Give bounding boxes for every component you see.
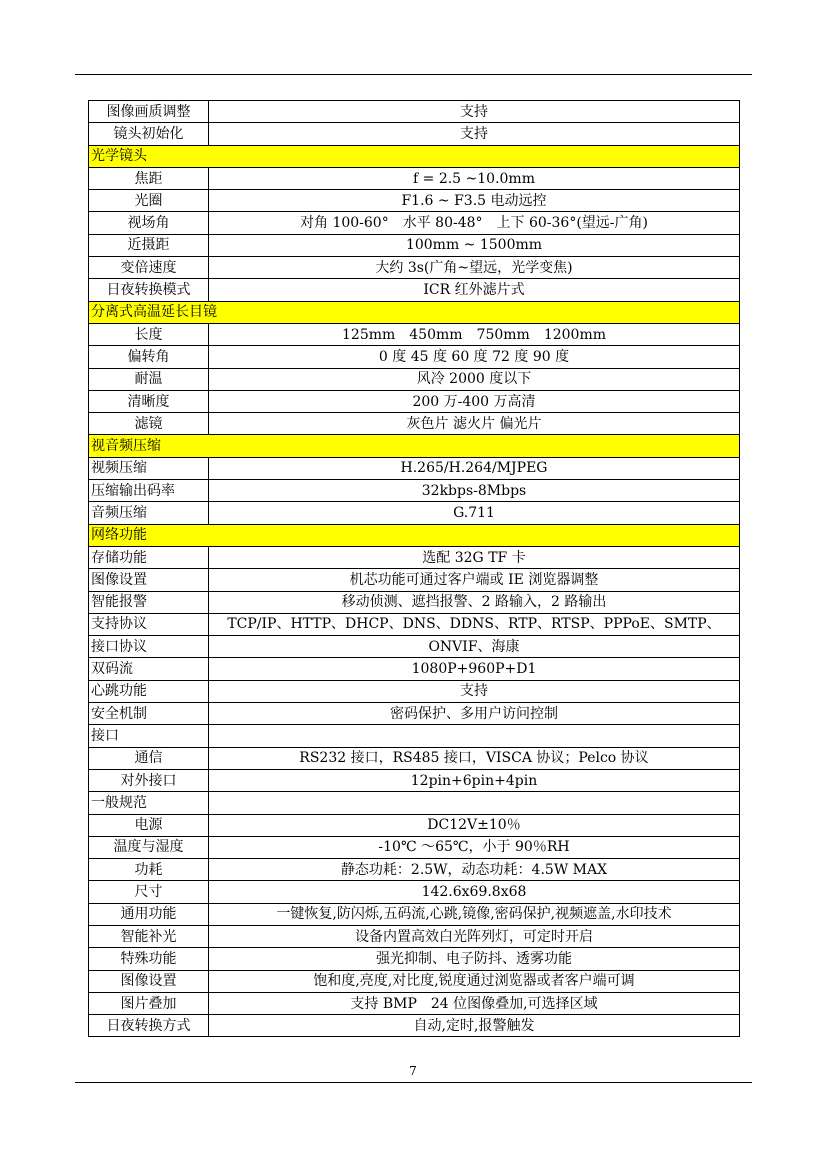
spec-value: 1080P+960P+D1 [209,658,740,680]
spec-label: 镜头初始化 [89,123,209,145]
spec-value: 灰色片 滤火片 偏光片 [209,413,740,435]
spec-row [89,859,740,881]
spec-label: 存储功能 [89,546,209,568]
spec-label: 滤镜 [89,413,209,435]
spec-value: 100mm ~ 1500mm [209,234,740,256]
spec-label: 焦距 [89,167,209,189]
spec-label: 对外接口 [89,769,209,791]
spec-row [89,190,740,212]
spec-row [89,279,740,301]
spec-row [89,769,740,791]
group-header-row [89,725,740,747]
spec-value: 支持 BMP 24 位图像叠加,可选择区域 [209,992,740,1014]
spec-value: 选配 32G TF 卡 [209,546,740,568]
spec-row [89,569,740,591]
spec-label: 偏转角 [89,346,209,368]
spec-label: 智能补光 [89,925,209,947]
spec-value: 移动侦测、遮挡报警、2 路输入，2 路输出 [209,591,740,613]
spec-value: 支持 [209,680,740,702]
spec-row [89,480,740,502]
spec-label: 功耗 [89,859,209,881]
spec-row [89,502,740,524]
spec-value: RS232 接口，RS485 接口，VISCA 协议；Pelco 协议 [209,747,740,769]
spec-row [89,836,740,858]
spec-label: 日夜转换模式 [89,279,209,301]
spec-value: ICR 红外滤片式 [209,279,740,301]
spec-row [89,212,740,234]
spec-row [89,948,740,970]
section-header-row [89,145,740,167]
spec-label: 通信 [89,747,209,769]
spec-row [89,992,740,1014]
section-header-row [89,435,740,457]
empty-cell [209,792,740,814]
spec-label: 耐温 [89,368,209,390]
spec-row [89,903,740,925]
spec-label: 变倍速度 [89,257,209,279]
section-header-row [89,301,740,323]
spec-value: TCP/IP、HTTP、DHCP、DNS、DDNS、RTP、RTSP、PPPoE、SMTP、 [209,613,740,635]
spec-label: 心跳功能 [89,680,209,702]
spec-value: 密码保护、多用户访问控制 [209,703,740,725]
spec-row [89,658,740,680]
spec-label: 特殊功能 [89,948,209,970]
spec-label: 长度 [89,323,209,345]
spec-label: 近摄距 [89,234,209,256]
spec-row [89,323,740,345]
spec-value: 静态功耗：2.5W，动态功耗：4.5W MAX [209,859,740,881]
spec-value: 饱和度,亮度,对比度,锐度通过浏览器或者客户端可调 [209,970,740,992]
spec-value: 风冷 2000 度以下 [209,368,740,390]
spec-label: 视频压缩 [89,457,209,479]
spec-row [89,101,740,123]
spec-value: 32kbps-8Mbps [209,480,740,502]
section-title: 网络功能 [89,524,740,546]
spec-value: 支持 [209,101,740,123]
spec-value: 支持 [209,123,740,145]
spec-label: 尺寸 [89,881,209,903]
spec-label: 支持协议 [89,613,209,635]
spec-row [89,413,740,435]
group-header-row [89,792,740,814]
spec-row [89,591,740,613]
spec-label: 压缩输出码率 [89,480,209,502]
spec-row [89,680,740,702]
spec-row [89,881,740,903]
spec-label: 清晰度 [89,390,209,412]
spec-value: 强光抑制、电子防抖、透雾功能 [209,948,740,970]
spec-value: 机芯功能可通过客户端或 IE 浏览器调整 [209,569,740,591]
section-title: 视音频压缩 [89,435,740,457]
spec-value: 自动,定时,报警触发 [209,1015,740,1037]
spec-label: 智能报警 [89,591,209,613]
spec-value: 0 度 45 度 60 度 72 度 90 度 [209,346,740,368]
spec-value: DC12V±10％ [209,814,740,836]
spec-value: 设备内置高效白光阵列灯，可定时开启 [209,925,740,947]
spec-label: 日夜转换方式 [89,1015,209,1037]
spec-row [89,747,740,769]
spec-row [89,814,740,836]
spec-row [89,970,740,992]
spec-label: 音频压缩 [89,502,209,524]
spec-row [89,234,740,256]
spec-row [89,703,740,725]
header-rule [75,74,752,75]
spec-label: 图像设置 [89,569,209,591]
group-title: 一般规范 [89,792,209,814]
spec-label: 电源 [89,814,209,836]
spec-table [88,100,740,1037]
section-title: 分离式高温延长目镜 [89,301,740,323]
spec-label: 接口协议 [89,636,209,658]
spec-value: 125mm 450mm 750mm 1200mm [209,323,740,345]
spec-row [89,123,740,145]
spec-row [89,257,740,279]
group-title: 接口 [89,725,209,747]
spec-value: ONVIF、海康 [209,636,740,658]
spec-row [89,346,740,368]
spec-label: 视场角 [89,212,209,234]
spec-label: 图像画质调整 [89,101,209,123]
spec-value: 大约 3s(广角~望远，光学变焦) [209,257,740,279]
spec-row [89,368,740,390]
page-number: 7 [409,1064,417,1078]
spec-value: f = 2.5 ~10.0mm [209,167,740,189]
spec-value: 200 万-400 万高清 [209,390,740,412]
spec-label: 温度与湿度 [89,836,209,858]
spec-row [89,390,740,412]
spec-label: 双码流 [89,658,209,680]
spec-row [89,167,740,189]
empty-cell [209,725,740,747]
spec-label: 安全机制 [89,703,209,725]
spec-value: -10℃ ～65℃，小于 90％RH [209,836,740,858]
spec-value: H.265/H.264/MJPEG [209,457,740,479]
spec-value: 对角 100-60° 水平 80-48° 上下 60-36°(望远-广角) [209,212,740,234]
spec-value: G.711 [209,502,740,524]
footer-rule [75,1082,752,1083]
spec-label: 图片叠加 [89,992,209,1014]
spec-value: 一键恢复,防闪烁,五码流,心跳,镜像,密码保护,视频遮盖,水印技术 [209,903,740,925]
section-header-row [89,524,740,546]
spec-row [89,457,740,479]
spec-label: 通用功能 [89,903,209,925]
spec-row [89,613,740,635]
spec-label: 光圈 [89,190,209,212]
spec-value: F1.6 ~ F3.5 电动远控 [209,190,740,212]
spec-label: 图像设置 [89,970,209,992]
spec-row [89,1015,740,1037]
section-title: 光学镜头 [89,145,740,167]
spec-row [89,636,740,658]
spec-row [89,925,740,947]
spec-value: 12pin+6pin+4pin [209,769,740,791]
spec-row [89,546,740,568]
spec-value: 142.6x69.8x68 [209,881,740,903]
